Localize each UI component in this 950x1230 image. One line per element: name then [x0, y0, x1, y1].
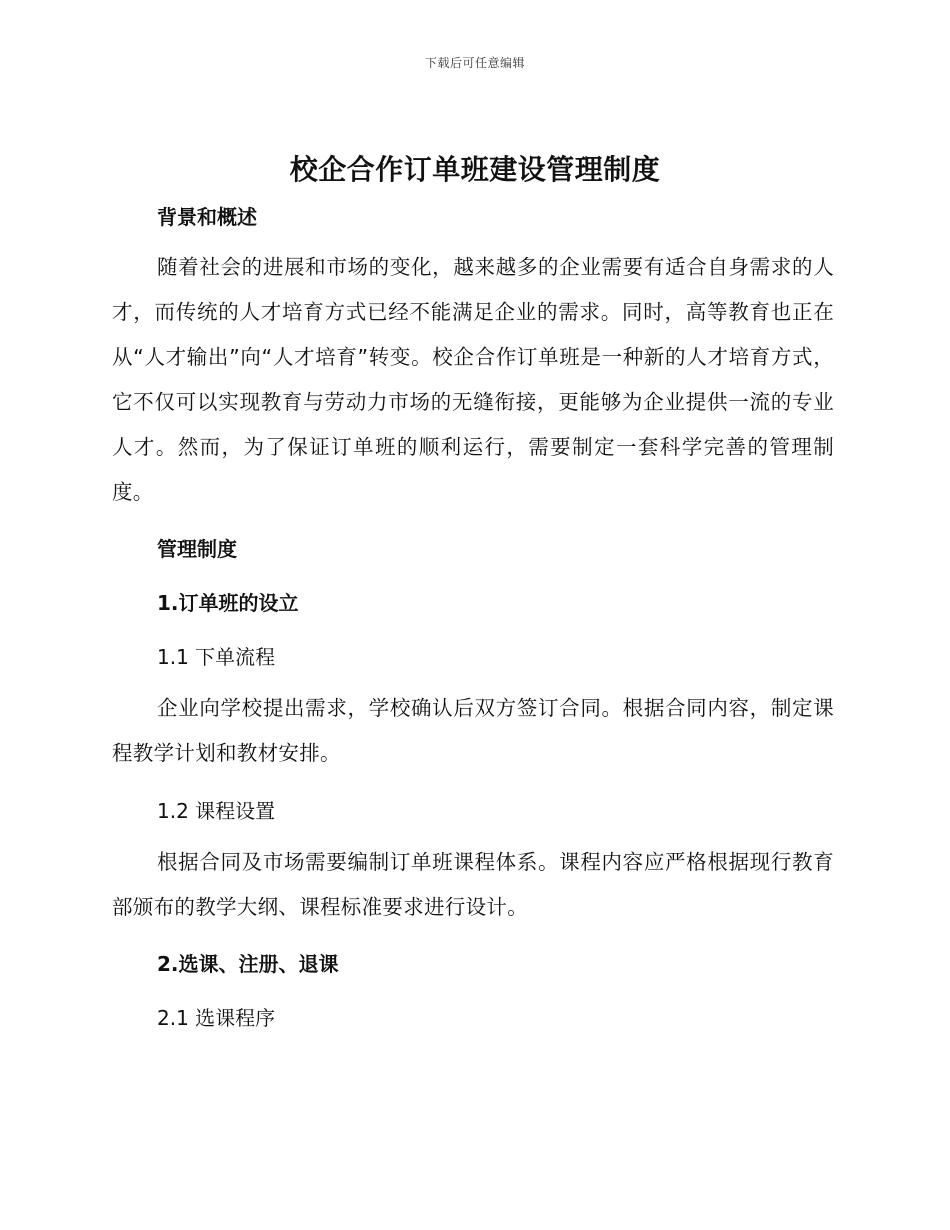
header-note: 下载后可任意编辑 — [424, 56, 525, 70]
section-heading-management: 管理制度 — [157, 537, 237, 561]
section-heading-1: 1.订单班的设立 — [157, 591, 299, 615]
subsection-heading-2-1: 2.1 选课程序 — [157, 1006, 276, 1030]
paragraph-1-1: 企业向学校提出需求，学校确认后双方签订合同。根据合同内容，制定课程教学计划和教材安排。 — [112, 696, 834, 765]
paragraph-1-2: 根据合同及市场需要编制订单班课程体系。课程内容应严格根据现行教育部颁布的教学大纲、课程标准要求进行设计。 — [112, 850, 834, 919]
subsection-heading-1-2: 1.2 课程设置 — [157, 799, 276, 823]
section-heading-2: 2.选课、注册、退课 — [157, 952, 339, 976]
subsection-heading-1-1: 1.1 下单流程 — [157, 645, 276, 669]
paragraph-background: 随着社会的进展和市场的变化，越来越多的企业需要有适合自身需求的人才，而传统的人才培育方式已经不能满足企业的需求。同时，高等教育也正在从“人才输出”向“人才培育”转变。校企合作订单班是一种新的人才培育方式，它不仅可以实现教育与劳动力市场的无缝衔接，更能够为企业提供一流的专业人才。然而，为了保证订单班的顺利运行，需要制定一套科学完善的管理制度。 — [112, 255, 834, 504]
section-heading-background: 背景和概述 — [157, 205, 257, 229]
document-title: 校企合作订单班建设管理制度 — [289, 153, 661, 186]
